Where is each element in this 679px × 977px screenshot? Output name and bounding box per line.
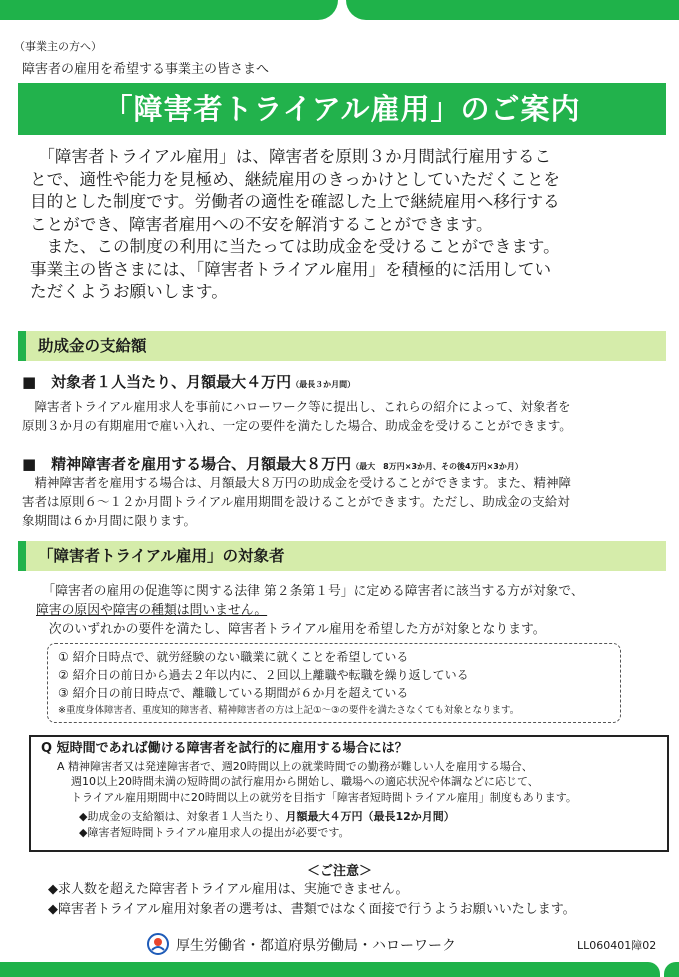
qa-box: [29, 735, 669, 852]
footer-organization: 厚生労働省・都道府県労働局・ハローワーク: [176, 938, 456, 954]
notes-list: [48, 880, 576, 920]
section-heading-target: 「障害者トライアル雇用」の対象者: [18, 541, 666, 571]
subsidy-item2-note: （最大 8万円×3か月、その後4万円×3か月）: [351, 462, 523, 471]
notes-heading: ＜ご注意＞: [306, 864, 372, 879]
body-line: 害者は原則６～１２か月間トライアル雇用期間を設けることができます。ただし、助成金の支給対: [22, 494, 570, 509]
intro-line: 目的とした制度です。労働者の適性を確認した上で継続雇用へ移行する: [30, 192, 560, 211]
note-item: ◆障害者トライアル雇用対象者の選考は、書類ではなく面接で行うようお願いいたします。: [48, 902, 576, 917]
requirement-item: ③ 紹介日の前日時点で、離職している期間が６か月を超えている: [58, 686, 409, 700]
qa-bullet-requirement: ◆障害者短時間トライアル雇用求人の提出が必要です。: [79, 825, 350, 839]
body-line: 次のいずれかの要件を満たし、障害者トライアル雇用を希望した方が対象となります。: [36, 622, 546, 637]
top-decoration-bar-right: [346, 0, 679, 20]
qa-bullet-amount: 月額最大４万円（最長12か月間）: [285, 810, 455, 823]
greeting: 障害者の雇用を希望する事業主の皆さまへ: [22, 62, 270, 77]
qa-answer-line: A 精神障害者又は発達障害者で、週20時間以上の就業時間での勤務が難しい人を雇用する場合、: [57, 759, 533, 773]
subsidy-item2-body: [22, 473, 662, 530]
requirements-note: ※重度身体障害者、重度知的障害者、精神障害者の方は上記①～③の要件を満たさなくても対象となります。: [58, 705, 520, 716]
intro-line: 「障害者トライアル雇用」は、障害者を原則３か月間試行雇用するこ: [30, 147, 552, 166]
intro-line: また、この制度の利用に当たっては助成金を受けることができます。: [30, 237, 560, 256]
intro-line: とで、適性や能力を見極め、継続雇用のきっかけとしていただくことを: [30, 169, 561, 189]
body-line: 障害の原因や障害の種類は問いません。: [36, 603, 268, 618]
intro-line: ただくようお願いします。: [30, 282, 228, 301]
ministry-logo-icon: [146, 932, 170, 956]
top-decoration-bar-left: [0, 0, 338, 20]
qa-bullet-prefix: ◆助成金の支給額は、対象者１人当たり、: [79, 810, 286, 823]
qa-question: Q 短時間であれば働ける障害者を試行的に雇用する場合には？: [41, 741, 408, 756]
intro-line: ことができ、障害者雇用への不安を解消することができます。: [30, 214, 493, 234]
body-line: 「障害者の雇用の促進等に関する法律 第２条第１号」に定める障害者に該当する方が対象で、: [36, 584, 584, 599]
body-line: 障害者トライアル雇用求人を事前にハローワーク等に提出し、これらの紹介によって、対象者を: [22, 399, 571, 414]
note-item: ◆求人数を超えた障害者トライアル雇用は、実施できません。: [48, 882, 409, 897]
footer-code: LL060401障02: [577, 939, 657, 952]
qa-answer-line: トライアル雇用期間中に20時間以上の就労を目指す「障害者短時間トライアル雇用」制度もあります。: [71, 790, 577, 804]
subsidy-item2-title-text: ■ 精神障害者を雇用する場合、月額最大８万円: [22, 455, 352, 473]
section-heading-subsidy: 助成金の支給額: [18, 331, 666, 361]
qa-bullet-subsidy: [41, 809, 657, 825]
body-line: 象期間は６か月間に限ります。: [22, 513, 197, 528]
qa-answer-line: 週10以上20時間未満の短時間の試行雇用から開始し、職場への適応状況や体調などに応じて、: [71, 775, 539, 788]
subsidy-item1-title: [22, 371, 355, 392]
subsidy-item1-note: （最長３か月間）: [291, 380, 356, 389]
target-body: [36, 582, 666, 639]
bottom-decoration-bar-left: [0, 962, 660, 977]
body-line: 精神障害者を雇用する場合は、月額最大８万円の助成金を受けることができます。また、精神障: [22, 475, 572, 490]
subsidy-item1-title-text: ■ 対象者１人当たり、月額最大４万円: [22, 373, 292, 391]
audience-label: （事業主の方へ）: [14, 40, 102, 53]
body-line: 原則３か月の有期雇用で雇い入れ、一定の要件を満たした場合、助成金を受けることができます。: [22, 418, 572, 433]
bottom-decoration-bar-right: [664, 962, 679, 977]
intro-paragraph: [30, 146, 650, 304]
requirement-item: ② 紹介日の前日から過去２年以内に、２回以上離職や転職を繰り返している: [58, 668, 469, 682]
page-title: 「障害者トライアル雇用」のご案内: [18, 83, 666, 135]
intro-line: 事業主の皆さまには、「障害者トライアル雇用」を積極的に活用してい: [30, 259, 552, 279]
requirement-item: ① 紹介日時点で、就労経験のない職業に就くことを希望している: [58, 650, 409, 664]
subsidy-item1-body: [22, 397, 662, 435]
subsidy-item2-title: [22, 453, 523, 474]
requirements-box: [47, 643, 621, 723]
